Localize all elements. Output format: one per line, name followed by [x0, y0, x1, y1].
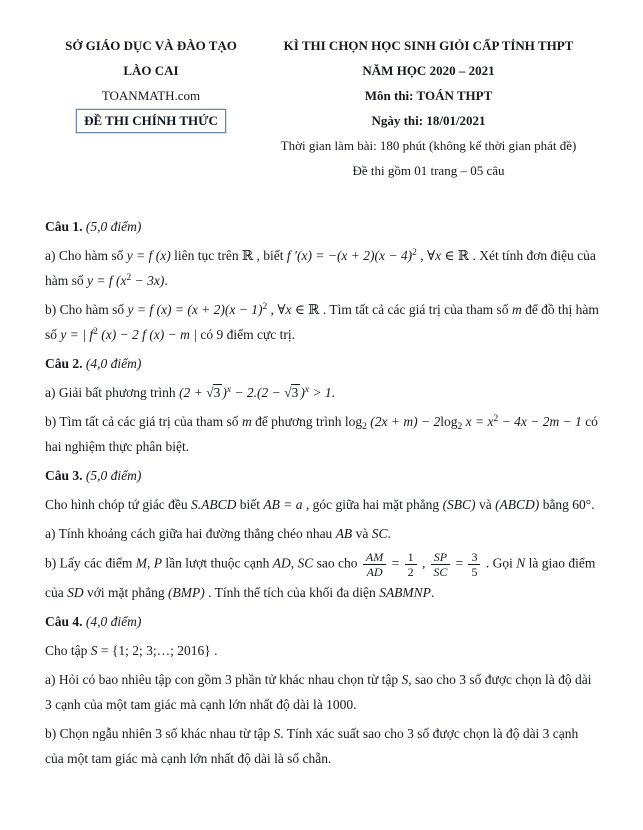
question-1-part-b: b) Cho hàm số y = f $(x) = (x + 2)(x - 1)^2$ , ∀x ∈ ℝ . Tìm tất cả các giá trị của tham số m để đồ thị hàm số y = | $f^2$ (x) − 2 f (x) − m | có 9 điểm cực trị.	[45, 302, 599, 342]
question-3-heading	[45, 463, 600, 488]
header-right-block	[257, 33, 600, 183]
exam-body	[45, 214, 600, 771]
question-2	[45, 351, 600, 459]
exam-date: Ngày thi: 18/01/2021	[371, 113, 486, 128]
question-3-number: Câu 3.	[45, 468, 83, 483]
question-2-number: Câu 2.	[45, 356, 83, 371]
exam-header	[45, 33, 600, 183]
exam-duration: Thời gian làm bài: 180 phút (không kể thời gian phát đề)	[280, 138, 577, 153]
province-name: LÀO CAI	[123, 63, 179, 78]
question-3	[45, 463, 600, 605]
question-4	[45, 609, 600, 771]
question-4-heading	[45, 609, 600, 634]
question-1-part-a: a) Cho hàm số y = f (x) liên tục trên ℝ , biết f $'(x) = -(x + 2)(x - 4)^2$ , ∀x ∈ ℝ . Xét tính đơn điệu của hàm số y = f $(x^2 - 3x)$.	[45, 248, 596, 288]
official-exam-stamp: ĐỀ THI CHÍNH THỨC	[76, 109, 226, 133]
question-2-part-b: b) Tìm tất cả các giá trị của tham số m để phương trình $\log_2 (2x + m) - 2\log_2$ $x = x^2 - 4x - 2m - 1$ có hai nghiệm thực phân biệt.	[45, 414, 598, 454]
question-2-heading	[45, 351, 600, 376]
exam-subject: Môn thi: TOÁN THPT	[364, 88, 493, 103]
question-3-intro: Cho hình chóp tứ giác đều S.ABCD biết AB = a , góc giữa hai mặt phẳng (SBC) và (ABCD) bằng 60°.	[45, 497, 595, 512]
question-1	[45, 214, 600, 347]
question-3-points: (5,0 điểm)	[85, 468, 142, 483]
exam-title: KÌ THI CHỌN HỌC SINH GIỎI CẤP TỈNH THPT	[283, 38, 574, 53]
official-stamp-row	[45, 108, 257, 133]
website-text: TOANMATH.com	[101, 88, 201, 103]
department-name: SỞ GIÁO DỤC VÀ ĐÀO TẠO	[65, 38, 237, 53]
question-4-part-b: b) Chọn ngẫu nhiên 3 số khác nhau từ tập S. Tính xác suất sao cho 3 số được chọn là độ dài 3 cạnh của một tam giác mà cạnh lớn nhất độ dài là số chẵn.	[45, 725, 579, 766]
question-1-heading	[45, 214, 600, 239]
exam-page-info: Đề thi gồm 01 trang – 05 câu	[352, 163, 505, 178]
question-3-part-b: b) Lấy các điểm M, P lần lượt thuộc cạnh AD, SC sao cho $\frac{AM}{AD}$ = $\frac{1}{2}$ , $\frac{SP}{SC}$ = $\frac{3}{5}$ . Gọi N là giao điểm của SD với mặt phẳng (BMP) . Tính thể tích của khối đa diện SABMNP.	[45, 550, 596, 600]
question-4-points: (4,0 điểm)	[85, 613, 142, 629]
school-year: NĂM HỌC 2020 – 2021	[362, 63, 495, 78]
question-3-part-a: a) Tính khoảng cách giữa hai đường thẳng chéo nhau AB và SC.	[45, 526, 391, 541]
question-4-intro: Cho tập S = {1; 2; 3;…; 2016} .	[45, 642, 218, 658]
question-2-part-a: a) Giải bất phương trình (2 + √3 )$^x$ − 2.(2 − √3 )$^x$ > 1.	[45, 385, 336, 400]
question-2-points: (4,0 điểm)	[85, 356, 142, 371]
header-left-block	[45, 33, 257, 133]
question-1-points: (5,0 điểm)	[85, 219, 142, 234]
question-1-number: Câu 1.	[45, 219, 83, 234]
question-4-part-a: a) Hỏi có bao nhiêu tập con gồm 3 phần tử khác nhau chọn từ tập S, sao cho 3 số được chọn là độ dài 3 cạnh của một tam giác mà cạnh lớn nhất độ dài là 1000.	[45, 671, 592, 712]
question-4-number: Câu 4.	[45, 613, 83, 629]
